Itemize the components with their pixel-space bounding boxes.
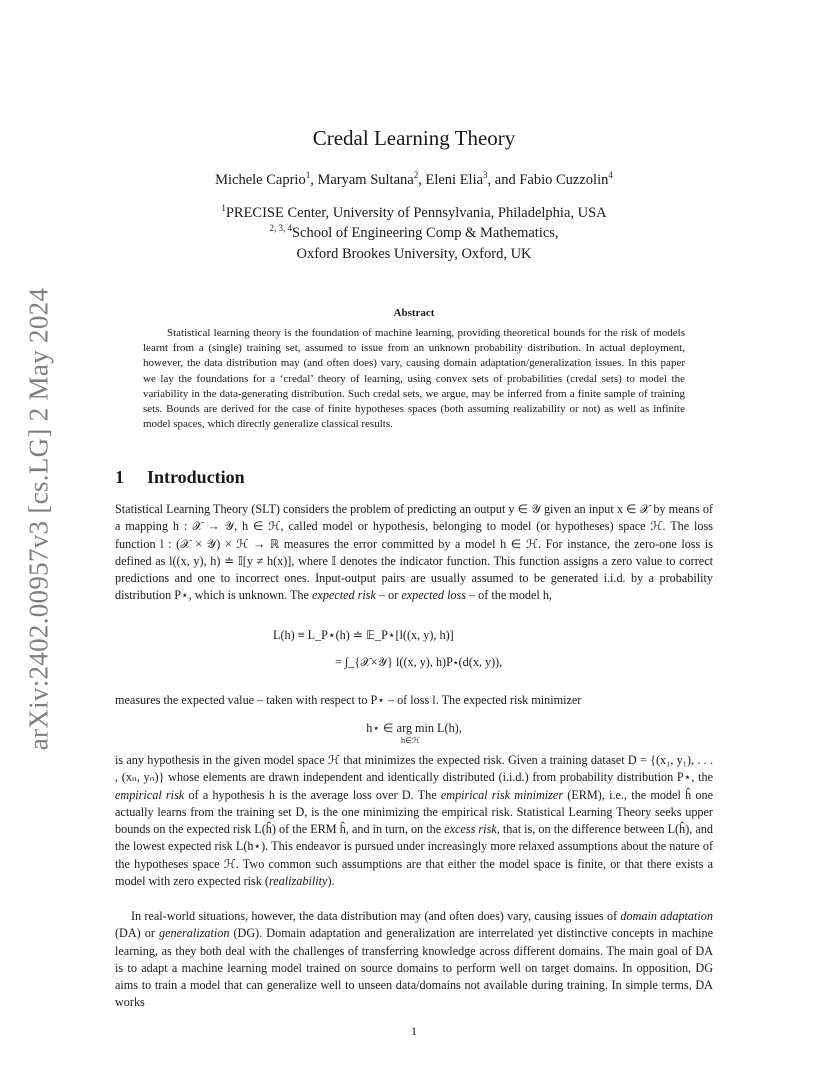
paragraph-4: In real-world situations, however, the data distribution may (and often does) vary, causing issues of domain adaptation (DA) or generalization (DG). Domain adaptation and generalization are interrelated yet distinctive concepts in machine learning, as they both deal with the challenges of transferring knowledge across different domains. The main goal of DA is to adapt a machine learning model trained on source domains to perform well on target domains. In opposition, DG aims to train a model that can generalize well to unseen data/domains not available during training. In simple terms, DA works [115,909,713,1010]
arxiv-identifier: arXiv:2402.00957v3 [cs.LG] 2 May 2024 [23,287,54,751]
author-name: Fabio Cuzzolin [519,172,609,188]
equation-subscript: h∈ℋ [401,736,420,745]
abstract-heading: Abstract [393,307,435,319]
author-name: Maryam Sultana [317,172,414,188]
paragraph-3: is any hypothesis in the given model space ℋ that minimizes the expected risk. Given a training dataset D = {(x₁, y₁), . . . , (xₙ, yₙ)} whose elements are drawn independent and identically distributed (i.i.d.) from probability distribution P⋆, the empirical risk of a hypothesis h is the average loss over D. The empirical risk minimizer (ERM), i.e., the model ĥ one actually learns from the training set D, is the one minimizing the empirical risk. Statistical Learning Theory seeks upper bounds on the expected risk L(ĥ) of the ERM ĥ, and in turn, on the excess risk, that is, on the difference between L(ĥ), and the lowest expected risk L(h⋆). This endeavor is pursued under increasingly more relaxed assumptions about the nature of the hypotheses space ℋ. Two common such assumptions are that either the model space is finite, or that there exists a model with zero expected risk (realizability). [115,753,713,889]
paper-title: Credal Learning Theory [312,126,516,150]
paragraph-1: Statistical Learning Theory (SLT) considers the problem of predicting an output y ∈ 𝒴 given an input x ∈ 𝒳 by means of a mapping h : 𝒳 → 𝒴, h ∈ ℋ, called model or hypothesis, belonging to model (or hypotheses) space ℋ. The loss function l : (𝒳 × 𝒴) × ℋ → ℝ measures the error committed by a model h ∈ ℋ. For instance, the zero-one loss is defined as l((x, y), h) ≐ 𝕀[y ≠ h(x)], where 𝕀 denotes the indicator function. This function assigns a zero value to correct predictions and one to incorrect ones. Input-output pairs are usually assumed to be generated i.i.d. by a probability distribution P⋆, which is unknown. The expected risk – or expected loss – of the model h, [115,502,713,603]
paragraph-2: measures the expected value – taken with respect to P⋆ – of loss l. The expected risk minimizer [115,693,582,707]
term-generalization: generalization [159,926,230,941]
term-expected-loss: expected loss [401,588,466,603]
abstract-text: Statistical learning theory is the foundation of machine learning, providing theoretical bounds for the risk of models learnt from a (single) training set, assumed to issue from an unknown probability distribution. In actual deployment, however, the data distribution may (and often does) vary, causing domain adaptation/generalization issues. In this paper we lay the foundations for a ‘credal’ theory of learning, using convex sets of probabilities (credal sets) to model the variability in the data-generating distribution. Such credal sets, we argue, may be inferred from a finite sample of training sets. Bounds are derived for the case of finite hypotheses spaces (both assuming realizability or not) as well as infinite model spaces, which directly generalize classical results. [143,327,685,431]
affiliation-2: $^{2, 3, 4}$School of Engineering Comp & Mathematics, Oxford Brookes University, Oxford, UK [269,223,559,262]
equation-expected-risk-line2: = ∫_{𝒳×𝒴} l((x, y), h)P⋆(d(x, y)), [335,655,503,669]
author-name: Michele Caprio [215,172,306,188]
section-title: Introduction [147,467,245,487]
section-number: 1 [115,467,124,487]
term-erm: empirical risk minimizer [440,787,564,802]
term-expected-risk: expected risk [312,588,376,603]
term-empirical-risk: empirical risk [115,787,185,802]
section-heading [115,467,245,488]
author-name: Eleni Elia [425,172,484,188]
author-list: Michele Caprio$^1$, Maryam Sultana$^2$, Eleni Elia$^3$, and Fabio Cuzzolin$^4$ [215,170,613,188]
page-number: 1 [411,1024,417,1038]
affiliation-1: $^1$PRECISE Center, University of Pennsylvania, Philadelphia, USA [221,203,607,221]
equation-expected-risk-line1: L(h) ≡ L_P⋆(h) ≐ 𝔼_P⋆[l((x, y), h)] [273,628,454,642]
term-excess-risk: excess risk [444,822,497,837]
term-realizability: realizability [268,874,328,889]
equation-risk-minimizer: h⋆ ∈ arg min L(h), [366,721,462,735]
term-domain-adaptation: domain adaptation [620,909,713,923]
